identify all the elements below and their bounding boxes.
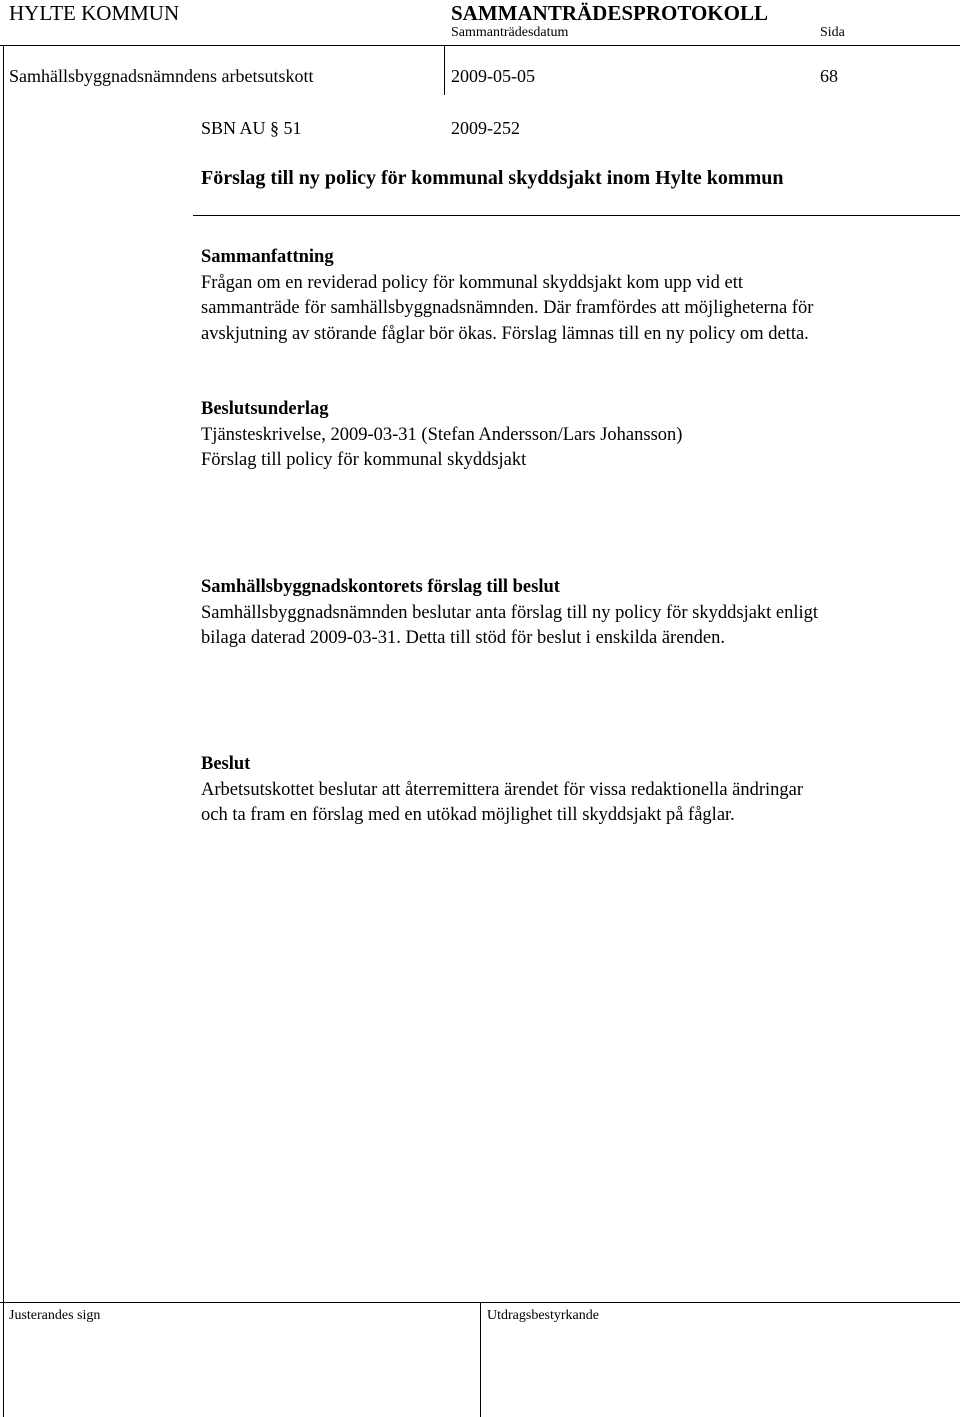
meeting-date-label: Sammanträdesdatum (451, 25, 569, 40)
section-text-line: Arbetsutskottet beslutar att återremittera ärendet för vissa redaktionella ändringar (201, 779, 804, 800)
section-heading: Samhällsbyggnadskontorets förslag till beslut (201, 577, 560, 597)
header-column-divider (444, 45, 445, 95)
section-text-line: och ta fram en förslag med en utökad möjlighet till skyddsjakt på fåglar. (201, 805, 735, 825)
section-text-line: avskjutning av störande fåglar bör ökas. Förslag lämnas till en ny policy om detta. (201, 323, 809, 344)
left-border (3, 215, 4, 1417)
committee-name: Samhällsbyggnadsnämndens arbetsutskott (9, 66, 314, 86)
registration-number: 2009-252 (451, 118, 520, 138)
document-type: SAMMANTRÄDESPROTOKOLL (451, 1, 768, 25)
organization-name: HYLTE KOMMUN (9, 1, 180, 25)
section-decision-basis (201, 397, 951, 474)
adjuster-sign-label: Justerandes sign (9, 1308, 101, 1323)
section-text-line: Förslag till policy för kommunal skyddsjakt (201, 450, 527, 470)
section-office-proposal (201, 575, 951, 652)
section-heading: Beslutsunderlag (201, 399, 329, 419)
section-decision (201, 752, 951, 829)
page-number: 68 (820, 66, 838, 86)
section-summary (201, 245, 951, 347)
section-text-line: Samhällsbyggnadsnämnden beslutar anta förslag till ny policy för skyddsjakt enligt (201, 602, 819, 623)
case-title: Förslag till ny policy för kommunal skyddsjakt inom Hylte kommun (201, 167, 784, 189)
section-text-line: bilaga daterad 2009-03-31. Detta till stöd för beslut i enskilda ärenden. (201, 628, 726, 648)
left-border-top (3, 45, 4, 215)
header-divider (0, 45, 960, 46)
section-text-line: Frågan om en reviderad policy för kommunal skyddsjakt kom upp vid ett (201, 272, 744, 293)
meeting-date: 2009-05-05 (451, 66, 535, 86)
case-paragraph: SBN AU § 51 (201, 118, 302, 138)
section-text-line: Tjänsteskrivelse, 2009-03-31 (Stefan Andersson/Lars Johansson) (201, 424, 683, 445)
section-text-line: sammanträde för samhällsbyggnadsnämnden. Där framfördes att möjligheterna för (201, 298, 814, 318)
section-heading: Beslut (201, 754, 251, 774)
page-label: Sida (820, 25, 845, 40)
footer-column-divider (480, 1302, 481, 1417)
title-divider (193, 215, 960, 216)
extract-certification-label: Utdragsbestyrkande (487, 1308, 599, 1323)
section-heading: Sammanfattning (201, 247, 334, 267)
